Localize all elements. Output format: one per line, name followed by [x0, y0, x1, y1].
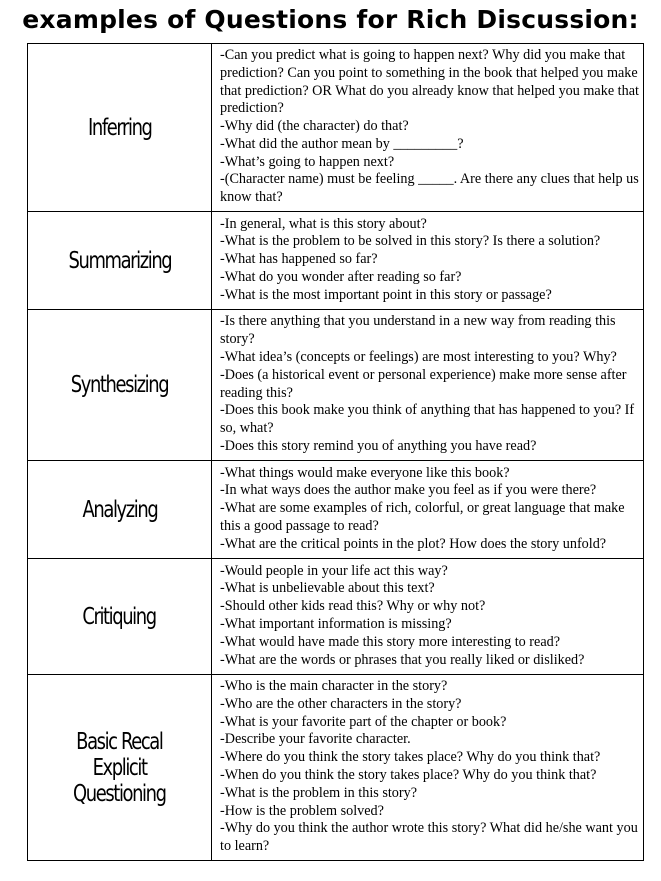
questions-cell	[212, 559, 644, 675]
question-item: -What idea’s (concepts or feelings) are most interesting to you? Why?	[220, 348, 617, 365]
question-item: -What is the most important point in this story or passage?	[220, 286, 552, 303]
table-row	[28, 310, 644, 461]
table-row	[28, 212, 644, 310]
question-item: -In what ways does the author make you feel as if you were there?	[220, 482, 597, 499]
question-item: -Why did (the character) do that?	[220, 118, 409, 135]
question-item: -What is unbelievable about this text?	[220, 580, 435, 597]
question-item: -When do you think the story takes place? Why do you think that?	[220, 767, 597, 783]
table-row	[28, 675, 644, 861]
question-item: -What do you wonder after reading so far?	[220, 268, 462, 285]
question-item: -What are the critical points in the plot? How does the story unfold?	[220, 535, 607, 552]
table-row	[28, 559, 644, 675]
question-item: -What’s going to happen next?	[220, 153, 395, 170]
question-item: -(Character name) must be feeling _____. Are there any clues that help us know that?	[220, 171, 639, 206]
table-row	[28, 461, 644, 559]
question-item: -Can you predict what is going to happen next? Why did you make that prediction? Can you point to something in the book that helped you make that prediction? OR What do you already know that helped you make that prediction?	[220, 46, 639, 117]
question-item: -What are some examples of rich, colorful, or great language that make this a good passage to read?	[220, 500, 625, 534]
question-item: -Does this book make you think of anything that has happened to you? If so, what?	[220, 402, 635, 437]
questions-cell	[212, 212, 644, 310]
question-item: -What important information is missing?	[220, 616, 452, 632]
table-row	[28, 44, 644, 212]
question-item: -Who is the main character in the story?	[220, 678, 448, 695]
skill-label: Analyzing	[82, 496, 157, 523]
skill-label: Synthesizing	[70, 372, 169, 398]
questions-cell	[212, 310, 644, 461]
question-item: -Would people in your life act this way?	[220, 562, 448, 579]
skill-cell	[28, 212, 212, 310]
skill-label: Explicit	[92, 754, 147, 781]
question-item: -Describe your favorite character.	[220, 731, 411, 748]
question-item: -What is your favorite part of the chapter or book?	[220, 713, 507, 730]
question-item: -Where do you think the story takes place? Why do you think that?	[220, 749, 601, 766]
question-item: -Is there anything that you understand in a new way from reading this story?	[220, 313, 616, 348]
page-title: examples of Questions for Rich Discussion:	[22, 5, 639, 34]
questions-table	[27, 43, 644, 861]
skill-label: Summarizing	[68, 247, 171, 274]
question-item: -Should other kids read this? Why or why not?	[220, 598, 486, 615]
question-item: -What are the words or phrases that you really liked or disliked?	[220, 651, 585, 668]
question-item: -In general, what is this story about?	[220, 215, 427, 232]
skill-label: Basic Recal	[76, 728, 163, 755]
question-item: -How is the problem solved?	[220, 802, 384, 819]
question-item: -Does this story remind you of anything you have read?	[220, 437, 537, 454]
skill-cell	[28, 44, 212, 212]
questions-cell	[212, 461, 644, 559]
question-item: -What did the author mean by _________?	[220, 135, 464, 152]
question-item: -Why do you think the author wrote this story? What did he/she want you to learn?	[220, 820, 638, 855]
skill-cell	[28, 461, 212, 559]
question-item: -What has happened so far?	[220, 251, 378, 268]
skill-label: Critiquing	[82, 603, 157, 630]
question-item: -What is the problem in this story?	[220, 784, 418, 801]
skill-cell	[28, 675, 212, 861]
questions-cell	[212, 675, 644, 861]
question-item: -Who are the other characters in the story?	[220, 695, 462, 712]
skill-cell	[28, 559, 212, 675]
question-item: -What things would make everyone like this book?	[220, 464, 510, 481]
skill-label: Questioning	[73, 780, 166, 807]
questions-cell	[212, 44, 644, 212]
question-item: -What is the problem to be solved in this story? Is there a solution?	[220, 233, 601, 250]
skill-label: Inferring	[87, 114, 152, 141]
question-item: -Does (a historical event or personal experience) make more sense after reading this?	[220, 366, 627, 401]
skill-cell	[28, 310, 212, 461]
question-item: -What would have made this story more interesting to read?	[220, 633, 561, 650]
